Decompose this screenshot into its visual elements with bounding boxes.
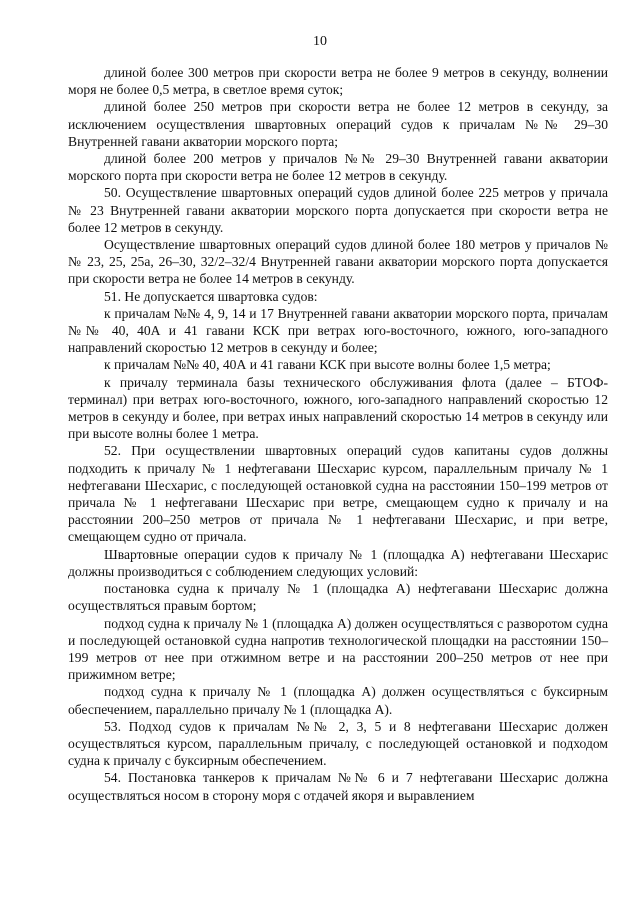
paragraph: длиной более 300 метров при скорости ветра не более 9 метров в секунду, волнении моря не более 0,5 метра, в светлое время суток;: [68, 65, 608, 98]
page-number: 10: [313, 34, 327, 49]
document-body: [68, 64, 608, 804]
paragraph: к причалу терминала базы технического обслуживания флота (далее – БТОФ-терминал) при ветрах юго-восточного, южного, юго-западного направлений скоростью 12 метров в секунду и более, при ветрах иных направлений скоростью 14 метров в секунду или при высоте волны более 1 метра.: [68, 374, 608, 442]
paragraph: Швартовные операции судов к причалу № 1 (площадка А) нефтегавани Шесхарис должны производиться с соблюдением следующих условий:: [68, 546, 608, 579]
paragraph: Осуществление швартовных операций судов длиной более 180 метров у причалов №№ 23, 25, 25а, 26–30, 32/2–32/4 Внутренней гавани акватории морского порта допускается при скорости ветра не более 14 метров в секунду.: [68, 237, 608, 287]
paragraph: к причалам №№ 40, 40А и 41 гавани КСК при высоте волны более 1,5 метра;: [104, 357, 551, 373]
paragraph: к причалам №№ 4, 9, 14 и 17 Внутренней гавани акватории морского порта, причалам №№ 40, 40А и 41 гавани КСК при ветрах юго-восточного, южного, юго-западного направлений скоростью 12 метров в секунду и более;: [68, 305, 608, 356]
paragraph: 53. Подход судов к причалам №№ 2, 3, 5 и 8 нефтегавани Шесхарис должен осуществляться курсом, параллельным причалу, с последующей остановкой и подходом судна к причалу с буксирным обеспечением.: [68, 718, 608, 769]
paragraph: постановка судна к причалу № 1 (площадка А) нефтегавани Шесхарис должна осуществляться правым бортом;: [68, 581, 608, 614]
paragraph: подход судна к причалу № 1 (площадка А) должен осуществляться с буксирным обеспечением, параллельно причалу № 1 (площадка А).: [68, 684, 608, 717]
paragraph: длиной более 200 метров у причалов №№ 29–30 Внутренней гавани акватории морского порта при скорости ветра не более 12 метров в секунду.: [68, 151, 608, 184]
paragraph: 50. Осуществление швартовных операций судов длиной более 225 метров у причала № 23 Внутренней гавани акватории морского порта допускается при скорости ветра не более 12 метров в секунду.: [68, 185, 608, 235]
paragraph: длиной более 250 метров при скорости ветра не более 12 метров в секунду, за исключением осуществления швартовных операций судов к причалам №№ 29–30 Внутренней гавани акватории морского порта;: [68, 99, 608, 149]
paragraph: 51. Не допускается швартовка судов:: [104, 288, 318, 304]
paragraph: 52. При осуществлении швартовных операций судов капитаны судов должны подходить к причалу № 1 нефтегавани Шесхарис курсом, параллельным причалу № 1 нефтегавани Шесхарис, с последующей остановкой судна на расстоянии 150–199 метров от причала № 1 нефтегавани Шесхарис при ветре, смещающем судно к причалу и на расстоянии 200–250 метров от причала № 1 нефтегавани Шесхарис, и при ветре, смещающем судно от причала.: [68, 443, 608, 545]
paragraph: подход судна к причалу № 1 (площадка А) должен осуществляться с разворотом судна и последующей остановкой судна напротив технологической площадки на расстоянии 150–199 метров от нее при отжимном ветре и на расстоянии 200–250 метров от нее при прижимном ветре;: [68, 615, 608, 683]
paragraph: 54. Постановка танкеров к причалам №№ 6 и 7 нефтегавани Шесхарис должна осуществляться носом в сторону моря с отдачей якоря и выравлением: [68, 770, 608, 803]
